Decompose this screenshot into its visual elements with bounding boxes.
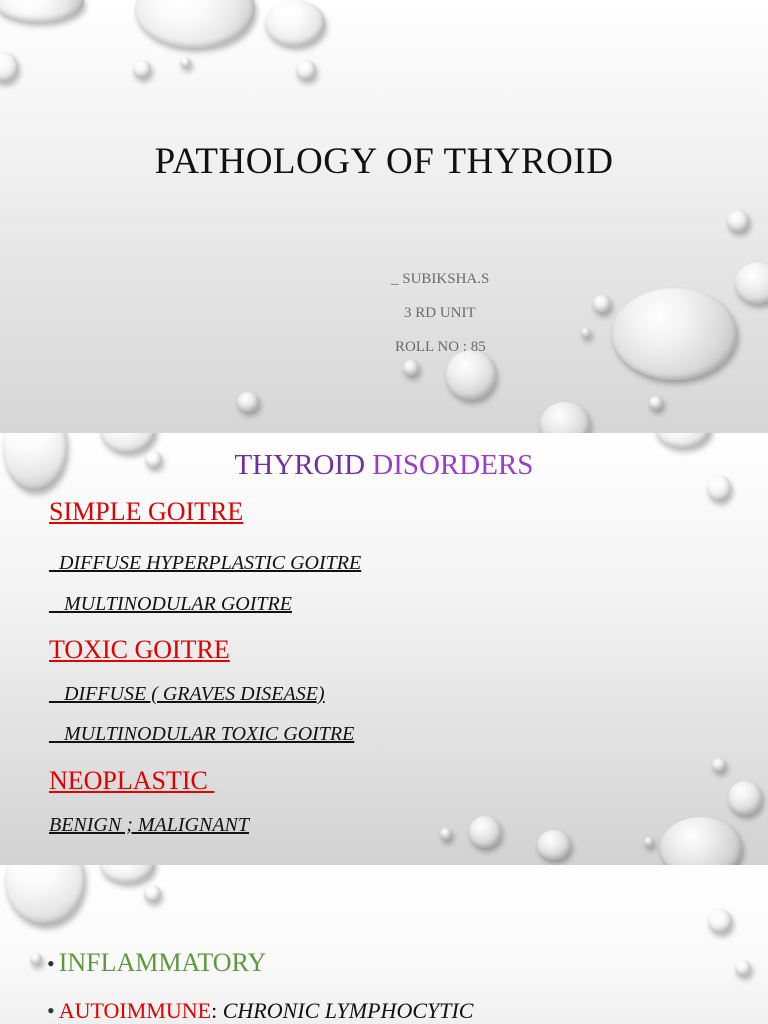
water-drop [735, 960, 751, 976]
water-drop [735, 262, 768, 304]
water-drop [660, 817, 742, 865]
water-drop [593, 295, 611, 313]
water-drop [708, 909, 732, 933]
author-name: _ SUBIKSHA.S [391, 271, 490, 287]
water-drop [30, 953, 42, 965]
toxic-goitre-heading [49, 635, 230, 665]
bullet-dot: • [47, 951, 55, 976]
toxic-item-multinodular: _ MULTINODULAR TOXIC GOITRE [49, 723, 355, 745]
water-drop [537, 830, 571, 860]
water-drop [469, 816, 501, 848]
toxic-label: TOXIC [49, 635, 128, 664]
water-drop [100, 865, 155, 883]
water-drop [581, 328, 591, 338]
water-drop [649, 396, 663, 410]
water-drop [133, 60, 151, 78]
heading-part-disorders: DISORDERS [372, 449, 534, 481]
water-drop [180, 57, 191, 68]
water-drop [0, 52, 18, 82]
goitre-label: GOITRE [141, 497, 244, 526]
simple-label: SIMPLE [49, 497, 142, 526]
water-drop [296, 60, 316, 80]
neoplastic-heading [49, 766, 214, 796]
disorders-slide [0, 433, 768, 865]
water-drop [403, 360, 419, 376]
toxic-item-graves: _ DIFFUSE ( GRAVES DISEASE) [49, 683, 325, 705]
water-drop [644, 837, 654, 847]
autoimmune-detail: CHRONIC LYMPHOCYTIC [222, 998, 474, 1023]
water-drop [265, 0, 325, 46]
neoplastic-label: NEOPLASTIC [49, 766, 208, 795]
bullet-autoimmune [47, 995, 473, 1024]
inflammatory-label: INFLAMMATORY [58, 948, 267, 977]
goitre-label: GOITRE [127, 635, 230, 664]
water-drop [540, 402, 590, 433]
neoplastic-trail [208, 766, 215, 795]
slide-heading [0, 449, 768, 482]
heading-part-thyroid: THYROID [234, 449, 373, 481]
simple-item-diffuse: _DIFFUSE HYPERPLASTIC GOITRE [49, 552, 362, 574]
water-drop [728, 781, 762, 815]
water-drop [5, 865, 85, 925]
water-drop [135, 0, 255, 48]
simple-goitre-heading [49, 497, 243, 527]
slide-title: PATHOLOGY OF THYROID [154, 141, 614, 182]
water-drop [655, 433, 711, 448]
water-drop [712, 758, 726, 772]
classification-slide [0, 865, 768, 1024]
neoplastic-item: BENIGN ; MALIGNANT [49, 814, 249, 836]
bullet-inflammatory [47, 948, 266, 978]
water-drop [237, 392, 259, 412]
unit-label: 3 RD UNIT [404, 305, 476, 321]
water-drop [0, 0, 84, 22]
water-drop [446, 350, 496, 400]
water-drop [727, 210, 749, 232]
simple-item-multinodular: _ MULTINODULAR GOITRE [49, 593, 292, 615]
bullet-dot: • [47, 998, 55, 1023]
water-drop [612, 288, 737, 380]
title-slide [0, 0, 768, 433]
autoimmune-colon: : [211, 998, 223, 1023]
water-drop [440, 828, 452, 840]
roll-number: ROLL NO : 85 [395, 339, 486, 355]
water-drop [144, 885, 161, 902]
autoimmune-label: AUTOIMMUNE [58, 998, 212, 1023]
